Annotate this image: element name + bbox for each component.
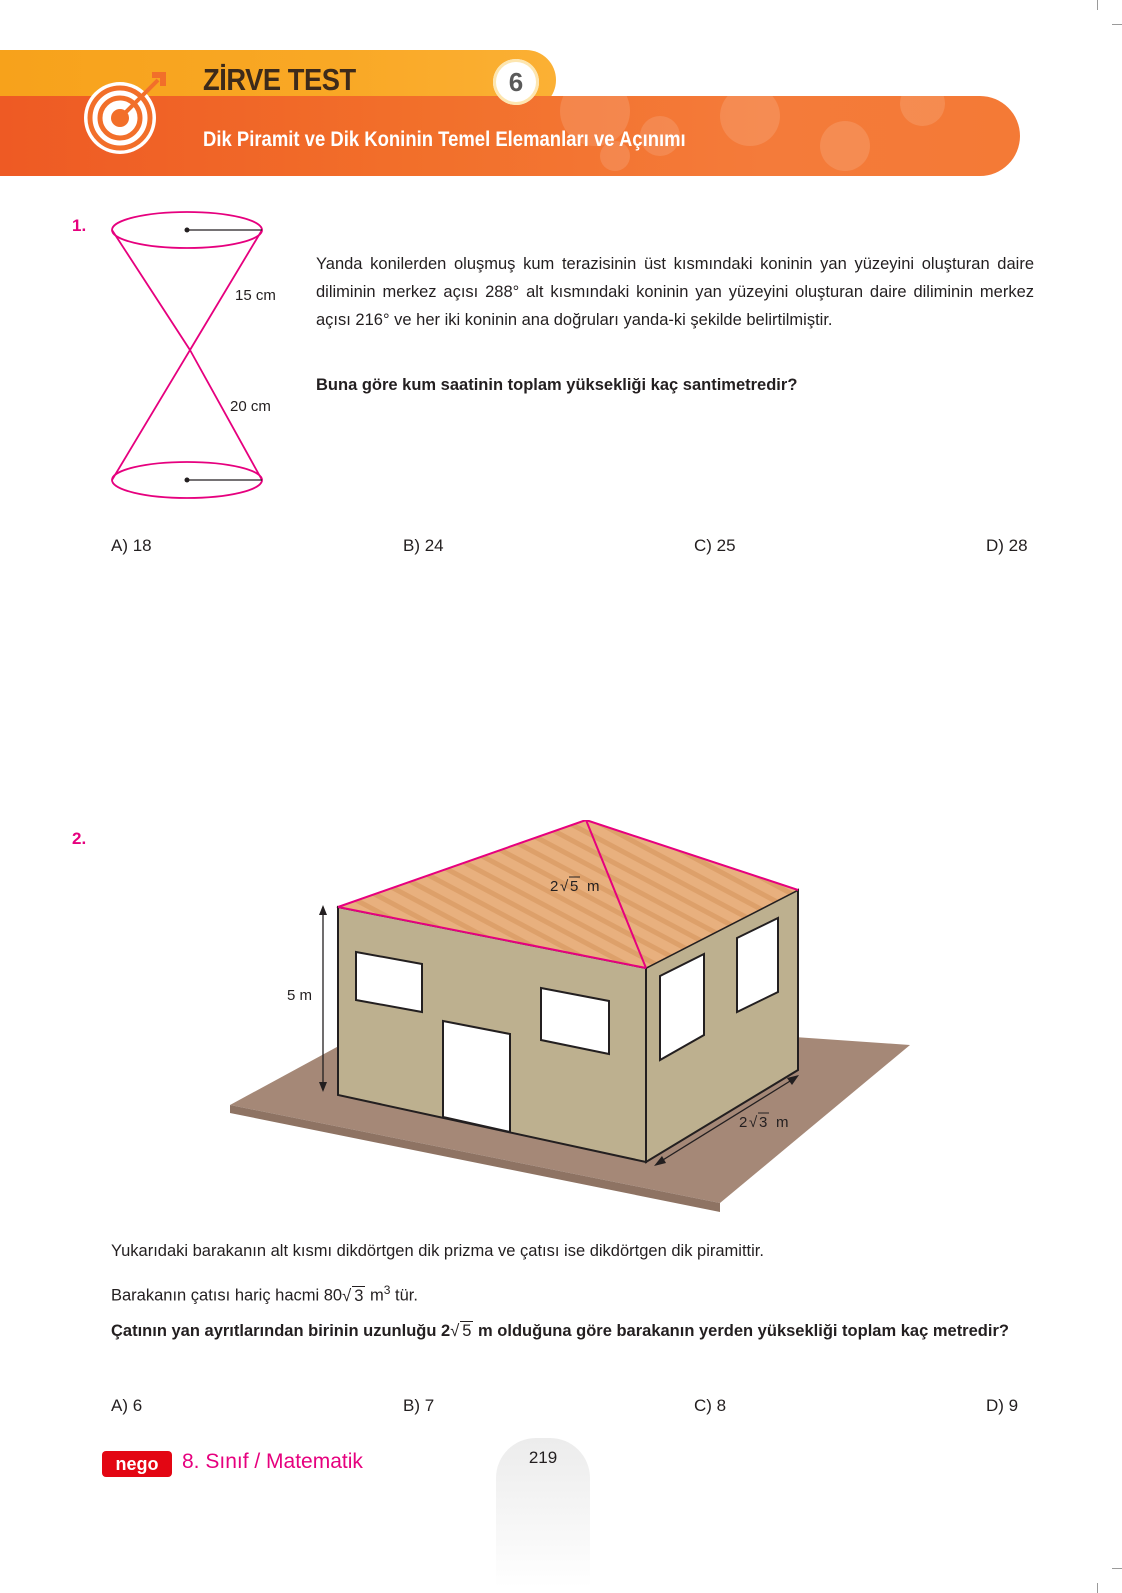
svg-text:m: m [587,878,600,895]
test-subtitle: Dik Piramit ve Dik Koninin Temel Elemanları ve Açınımı [203,128,686,151]
svg-text:5: 5 [570,878,579,895]
q1-choice-a[interactable]: A) 18 [111,536,152,555]
bottom-slant-label: 20 cm [230,398,271,415]
house-figure [230,820,920,1220]
test-number-badge: 6 [493,59,539,105]
roof-edge-label [550,877,600,895]
svg-text:2: 2 [550,878,559,895]
base-edge-label [739,1113,789,1131]
top-slant-label: 15 cm [235,287,276,304]
svg-text:√: √ [749,1114,758,1131]
svg-text:nego: nego [115,1454,159,1474]
question-2-line-1: Yukarıdaki barakanın alt kısmı dikdörtgen dik prizma ve çatısı ise dikdörtgen dik piramittir. [111,1242,764,1260]
svg-text:3: 3 [759,1114,768,1131]
question-1-prompt: Buna göre kum saatinin toplam yüksekliği kaç santimetredir? [316,376,798,394]
crop-mark [1097,0,1098,10]
q2-choice-c[interactable]: C) 8 [694,1396,727,1415]
question-2-number: 2. [72,829,87,848]
target-icon [80,68,170,158]
page-number: 219 [528,1448,558,1467]
svg-text:2: 2 [739,1114,748,1131]
door [443,1021,510,1132]
question-1-number: 1. [72,216,87,235]
footer-book-title: 8. Sınıf / Matematik [182,1450,363,1473]
q1-choice-d[interactable]: D) 28 [986,536,1028,555]
question-1-text: Yanda konilerden oluşmuş kum terazisinin üst kısmındaki koninin yan yüzeyini oluşturan daire diliminin merkez açısı 288° alt kısmındaki koninin yan yüzeyini oluşturan daire diliminin merkez açısı 216° ve her iki koninin ana doğruları yanda-ki şekilde belirtilmiştir. [316,255,1034,329]
question-2-line-2: Barakanın çatısı hariç hacmi 80√ 3 $m^3$ tür. [111,1283,418,1305]
crop-mark [1097,1583,1098,1593]
q1-choice-b[interactable]: B) 24 [403,536,444,555]
crop-mark [1112,1568,1122,1569]
test-title: ZİRVE TEST [203,62,356,97]
q2-choice-d[interactable]: D) 9 [986,1396,1019,1415]
publisher-logo [102,1451,172,1477]
q2-choice-a[interactable]: A) 6 [111,1396,143,1415]
hourglass-figure [100,200,300,500]
crop-mark [1112,24,1122,25]
svg-text:m: m [776,1114,789,1131]
q1-choice-c[interactable]: C) 25 [694,536,736,555]
height-label: 5 m [287,987,313,1004]
svg-text:√: √ [560,878,569,895]
question-2-prompt: Çatının yan ayrıtlarından birinin uzunluğu 2√ 5 m olduğuna göre barakanın yerden yüksekliği toplam kaç metredir? [111,1322,1009,1340]
q2-choice-b[interactable]: B) 7 [403,1396,435,1415]
